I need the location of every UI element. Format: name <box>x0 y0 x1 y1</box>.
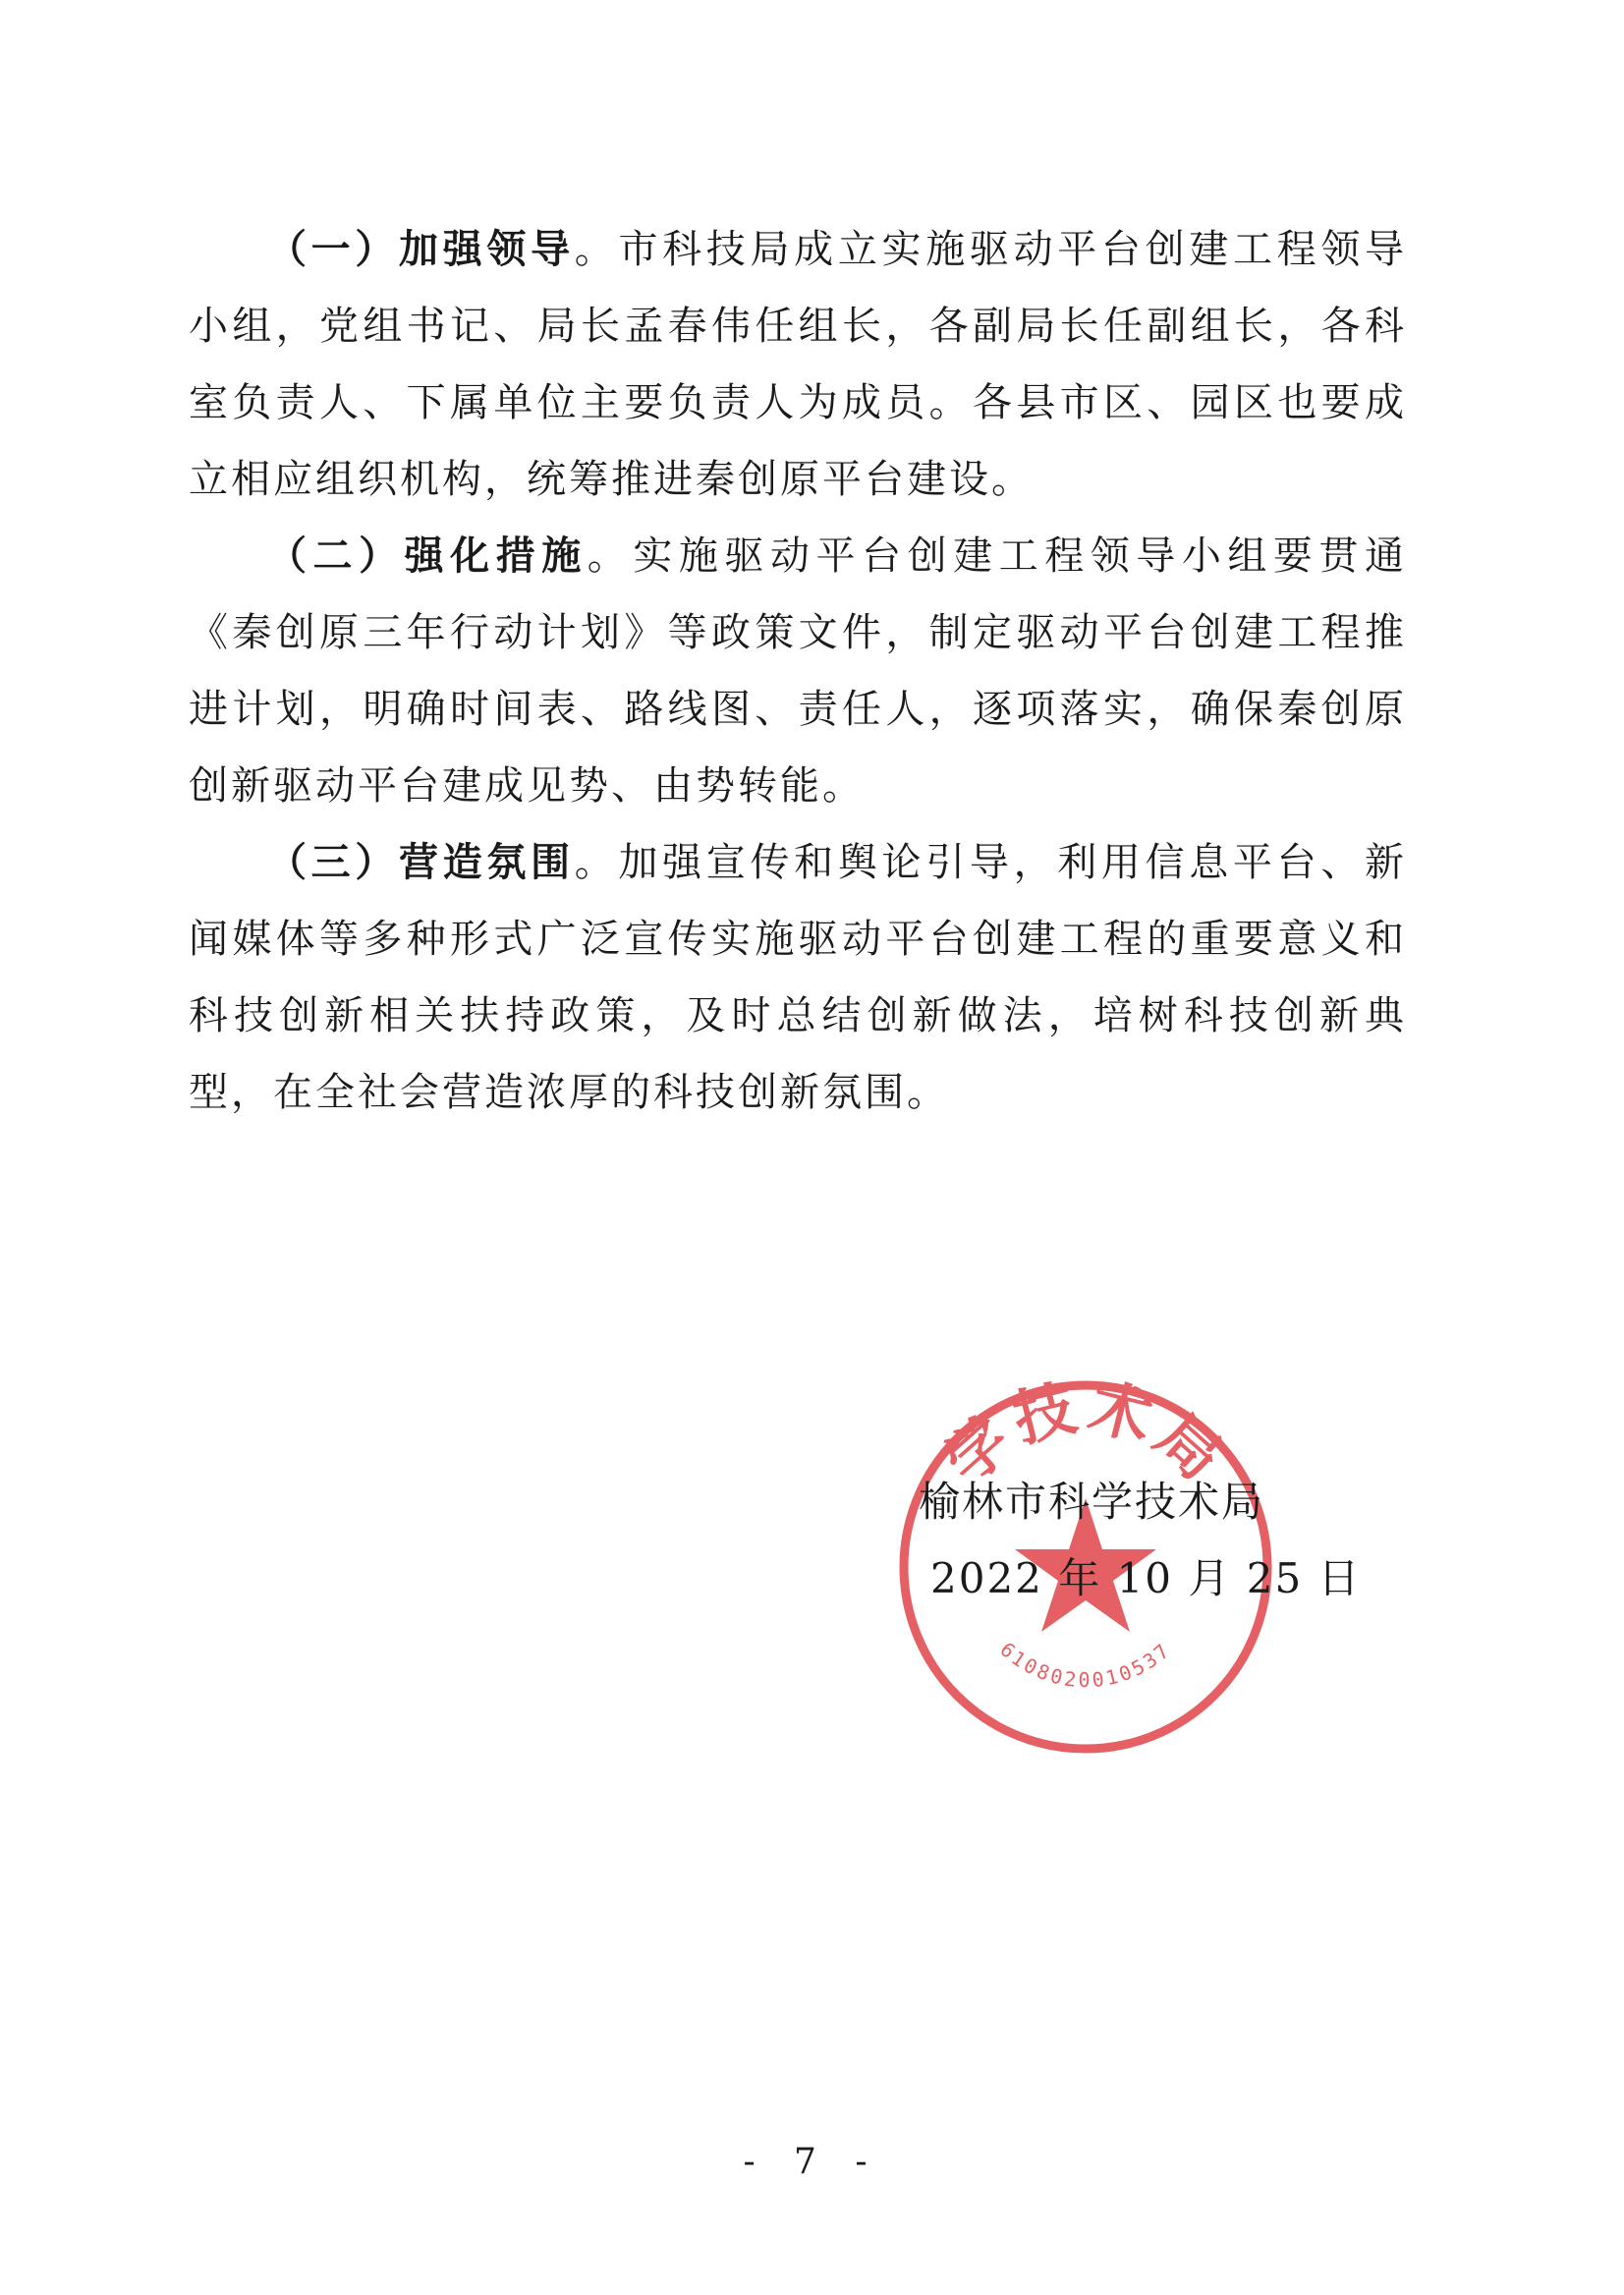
paragraph-leadership <box>189 211 1407 518</box>
paragraph-heading: （二）强化措施 <box>267 532 588 579</box>
paragraph-heading: （一）加强领导 <box>267 226 575 272</box>
seal-top-text: 学技术局 <box>930 1371 1241 1498</box>
seal-code: 6108020010537 <box>995 1637 1176 1693</box>
paragraph-text: 。加强宣传和舆论引导，利用信息平台、新闻媒体等多种形式广泛宣传实施驱动平台创建工程的重要意义和科技创新相关扶持政策，及时总结创新做法，培树科技创新典型，在全社会营造浓厚的科技创新氛围。 <box>189 840 1408 1115</box>
paragraph-measures <box>189 518 1407 824</box>
signing-organization: 榆林市科学技术局 <box>919 1478 1265 1526</box>
paragraph-atmosphere <box>189 824 1407 1131</box>
paragraph-text: 。市科技局成立实施驱动平台创建工程领导小组，党组书记、局长孟春伟任组长，各副局长任副组长，各科室负责人、下属单位主要负责人为成员。各县市区、园区也要成立相应组织机构，统筹推进秦创原平台建设。 <box>189 227 1408 502</box>
signature-block <box>919 1464 1362 1617</box>
document-body <box>189 211 1407 1131</box>
paragraph-text: 。实施驱动平台创建工程领导小组要贯通《秦创原三年行动计划》等政策文件，制定驱动平台创建工程推进计划，明确时间表、路线图、责任人，逐项落实，确保秦创原创新驱动平台建成见势、由势转能。 <box>189 533 1408 809</box>
page-number: - 7 - <box>743 2142 881 2182</box>
svg-text:6108020010537 <box>995 1638 1175 1693</box>
signing-date: 2022 年 10 月 25 日 <box>930 1554 1362 1602</box>
paragraph-heading: （三）营造氛围 <box>267 839 575 885</box>
